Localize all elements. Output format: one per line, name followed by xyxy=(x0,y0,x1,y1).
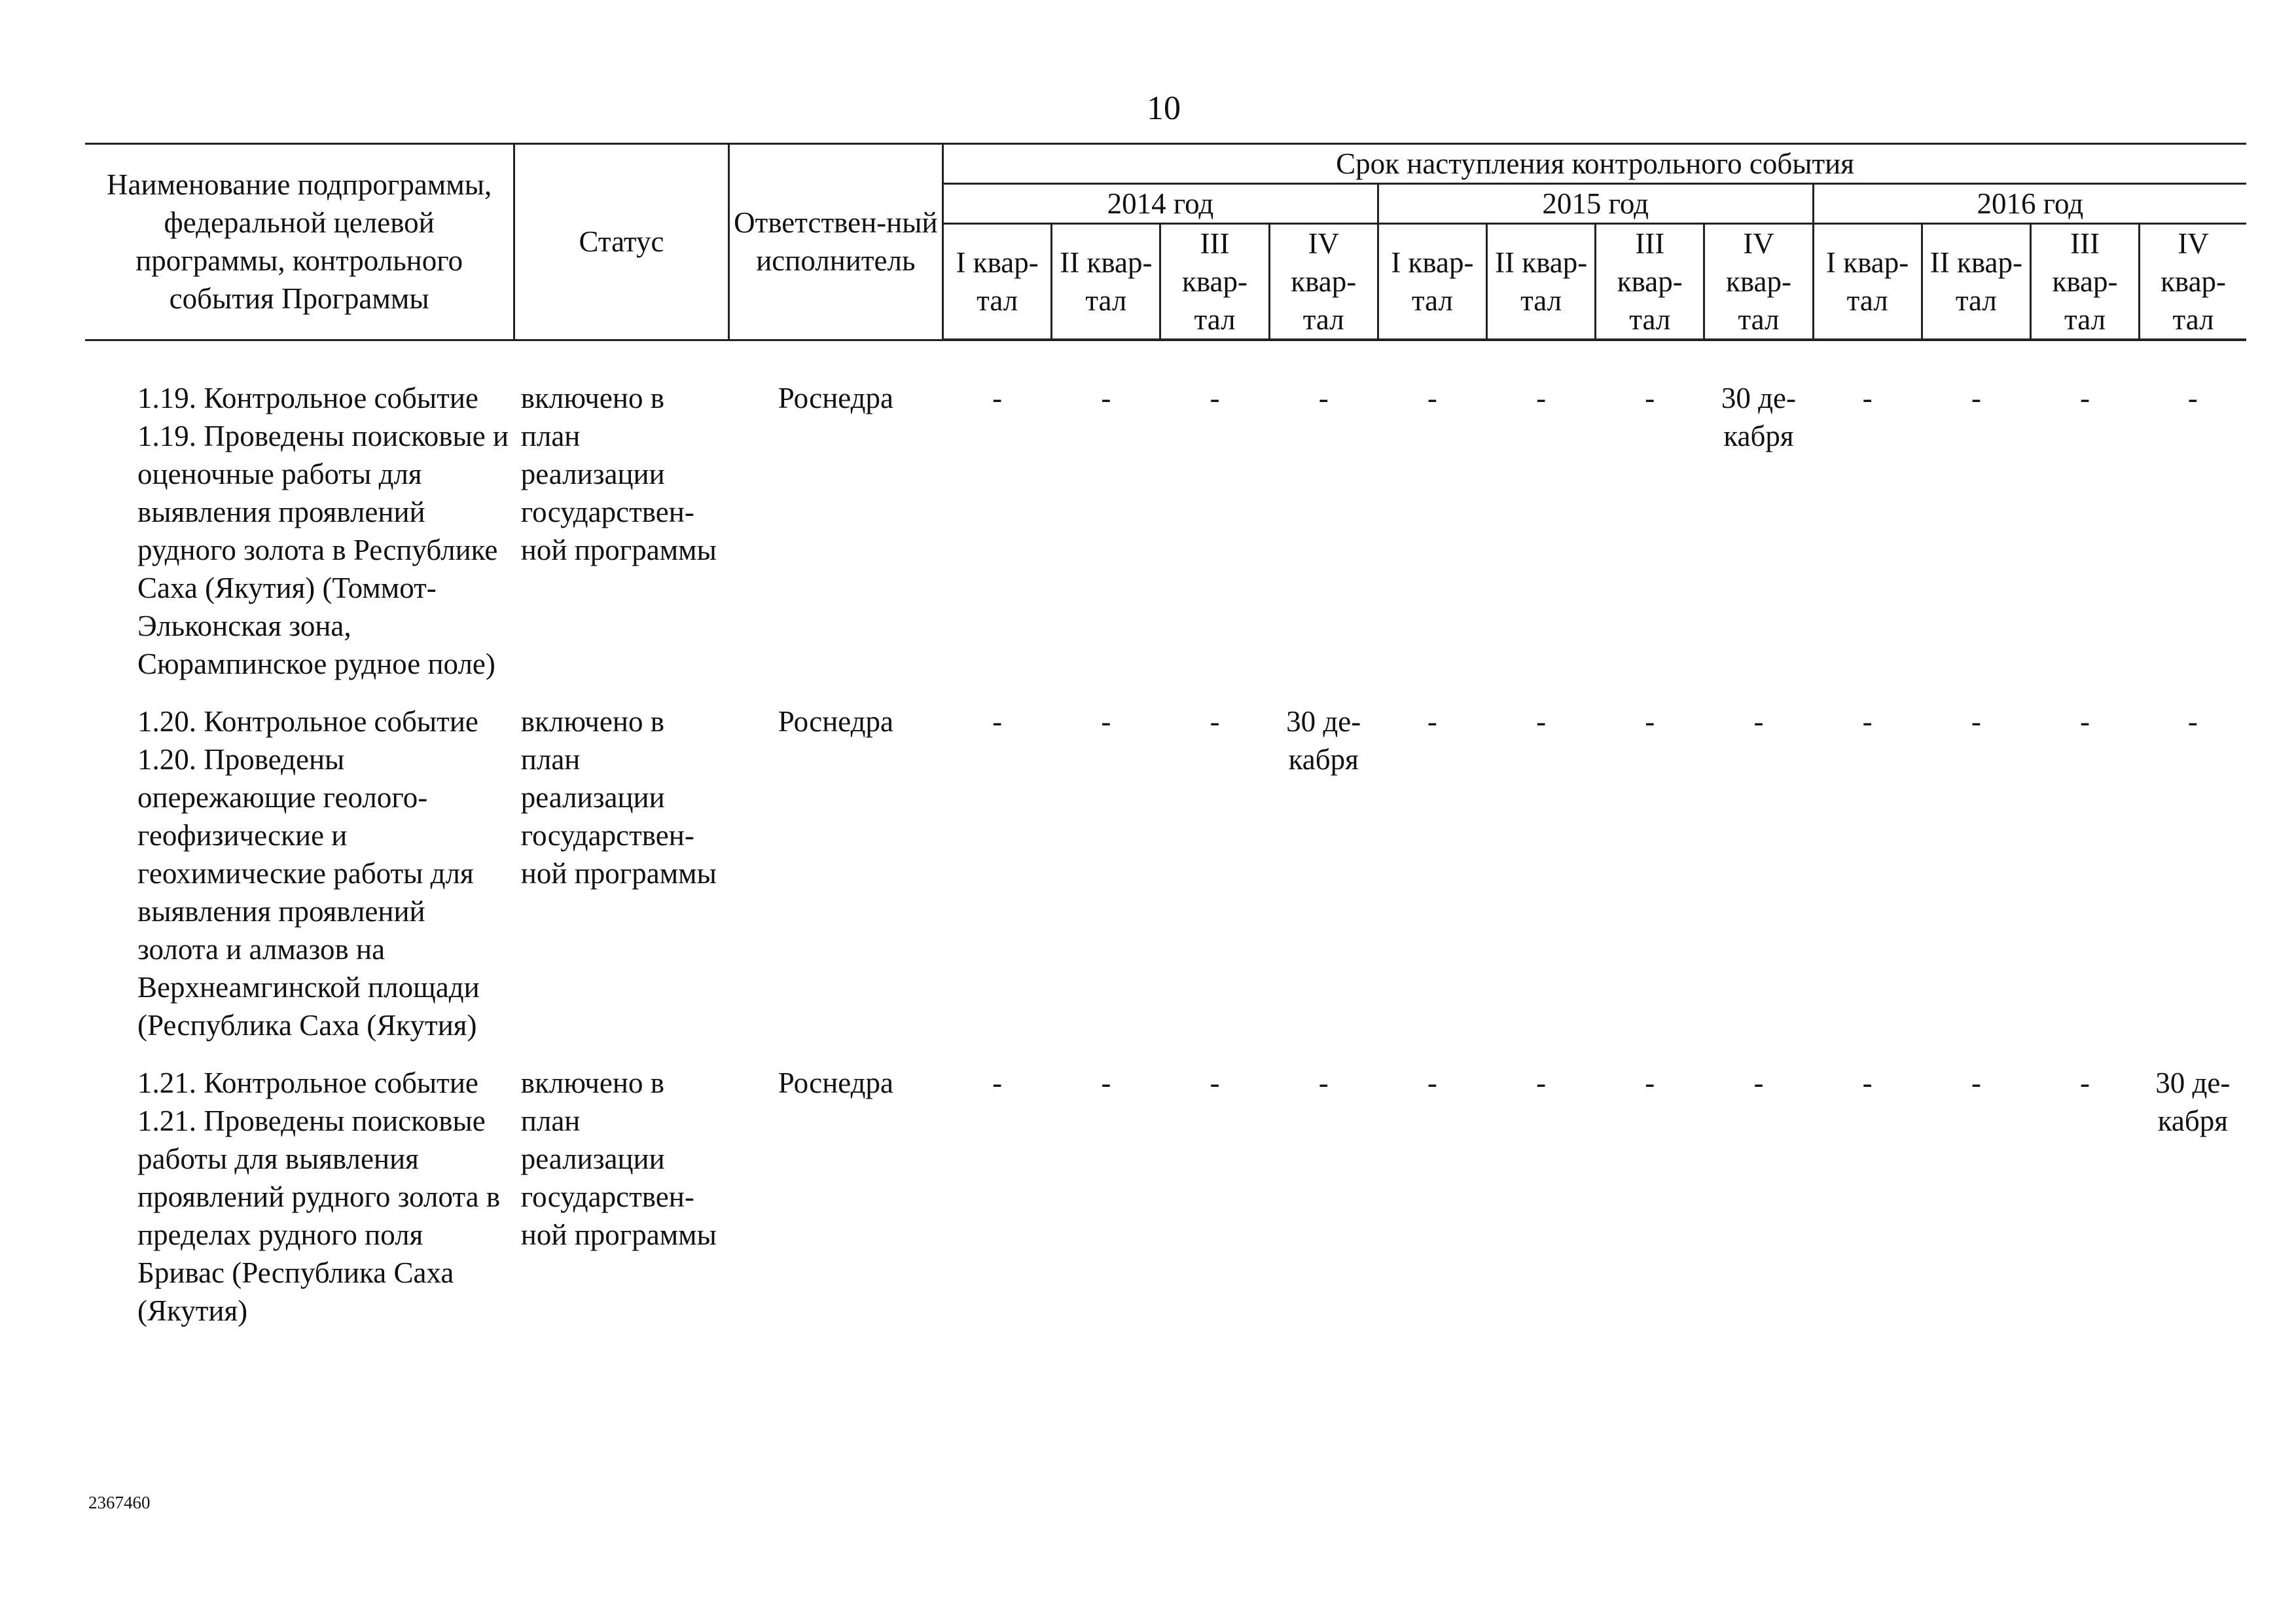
header-quarter: I квар-тал xyxy=(1813,224,1922,340)
quarter-cell: - xyxy=(2187,382,2198,414)
quarter-cell: - xyxy=(1210,705,1220,738)
quarter-cell: - xyxy=(992,382,1003,414)
header-quarter: IV квар-тал xyxy=(1704,224,1813,340)
event-status: включено в план реализации государствен-ной программы xyxy=(520,1067,717,1251)
event-name: 1.19. Контрольное событие 1.19. Проведены поисковые и оценочные работы для выявления проявлений рудного золота в Республике Саха (Якутия) (Томмот-Эльконская зона, Сюрампинское рудное поле) xyxy=(137,382,509,680)
quarter-cell: 30 де-кабря xyxy=(2155,1067,2231,1137)
quarter-cell: - xyxy=(1971,382,1981,414)
quarter-cell: - xyxy=(992,705,1003,738)
header-year-2014: 2014 год xyxy=(943,184,1378,224)
quarter-cell: - xyxy=(1753,705,1764,738)
quarter-cell: - xyxy=(1101,705,1111,738)
header-quarter: I квар-тал xyxy=(943,224,1052,340)
header-quarter: III квар-тал xyxy=(2030,224,2139,340)
header-quarter: II квар-тал xyxy=(1052,224,1160,340)
header-quarter: IV квар-тал xyxy=(1269,224,1378,340)
quarter-cell: - xyxy=(2080,705,2090,738)
quarter-cell: - xyxy=(1645,382,1655,414)
quarter-cell: - xyxy=(1101,1067,1111,1099)
quarter-cell: 30 де-кабря xyxy=(1286,705,1361,776)
quarter-cell: - xyxy=(2187,705,2198,738)
header-quarter: II квар-тал xyxy=(1922,224,2030,340)
quarter-cell: - xyxy=(1536,1067,1547,1099)
quarter-cell: - xyxy=(1210,382,1220,414)
document-id: 2367460 xyxy=(88,1493,151,1512)
event-status: включено в план реализации государствен-ной программы xyxy=(520,382,717,566)
quarter-cell: - xyxy=(1101,382,1111,414)
table-row xyxy=(85,1064,2246,1349)
quarter-cell: - xyxy=(1862,382,1873,414)
header-status: Статус xyxy=(514,144,728,340)
quarter-cell: 30 де-кабря xyxy=(1721,382,1797,452)
quarter-cell: - xyxy=(1536,705,1547,738)
quarter-cell: - xyxy=(1318,1067,1329,1099)
page-number: 10 xyxy=(1147,90,1181,127)
event-responsible: Роснедра xyxy=(778,1067,894,1099)
quarter-cell: - xyxy=(1536,382,1547,414)
quarter-cell: - xyxy=(1318,382,1329,414)
quarter-cell: - xyxy=(1645,705,1655,738)
event-name: 1.21. Контрольное событие 1.21. Проведены поисковые работы для выявления проявлений рудного золота в пределах рудного поля Бривас (Республика Саха (Якутия) xyxy=(137,1067,501,1327)
header-name: Наименование подпрограммы, федеральной целевой программы, контрольного события Программы xyxy=(85,144,514,340)
quarter-cell: - xyxy=(1971,705,1981,738)
quarter-cell: - xyxy=(1971,1067,1981,1099)
quarter-cell: - xyxy=(2080,1067,2090,1099)
quarter-cell: - xyxy=(1210,1067,1220,1099)
header-year-2015: 2015 год xyxy=(1378,184,1813,224)
quarter-cell: - xyxy=(992,1067,1003,1099)
table-row xyxy=(85,702,2246,1064)
header-quarter: I квар-тал xyxy=(1378,224,1486,340)
quarter-cell: - xyxy=(1427,1067,1437,1099)
event-responsible: Роснедра xyxy=(778,382,894,414)
event-responsible: Роснедра xyxy=(778,705,894,738)
header-term: Срок наступления контрольного события xyxy=(943,144,2246,184)
header-quarter: III квар-тал xyxy=(1596,224,1704,340)
quarter-cell: - xyxy=(1862,1067,1873,1099)
event-status: включено в план реализации государствен-ной программы xyxy=(520,705,717,890)
quarter-cell: - xyxy=(2080,382,2090,414)
quarter-cell: - xyxy=(1427,382,1437,414)
header-quarter: III квар-тал xyxy=(1160,224,1269,340)
control-events-table xyxy=(85,143,2246,1349)
quarter-cell: - xyxy=(1427,705,1437,738)
table-row xyxy=(85,379,2246,702)
event-name: 1.20. Контрольное событие 1.20. Проведены опережающие геолого-геофизические и геохимические работы для выявления проявлений золота и алмазов на Верхнеамгинской площади (Республика Саха (Якутия) xyxy=(137,705,480,1042)
header-responsible: Ответствен-ный исполнитель xyxy=(728,144,942,340)
header-year-2016: 2016 год xyxy=(1813,184,2246,224)
quarter-cell: - xyxy=(1645,1067,1655,1099)
header-quarter: II квар-тал xyxy=(1487,224,1596,340)
quarter-cell: - xyxy=(1862,705,1873,738)
header-quarter: IV квар-тал xyxy=(2140,224,2246,340)
quarter-cell: - xyxy=(1753,1067,1764,1099)
